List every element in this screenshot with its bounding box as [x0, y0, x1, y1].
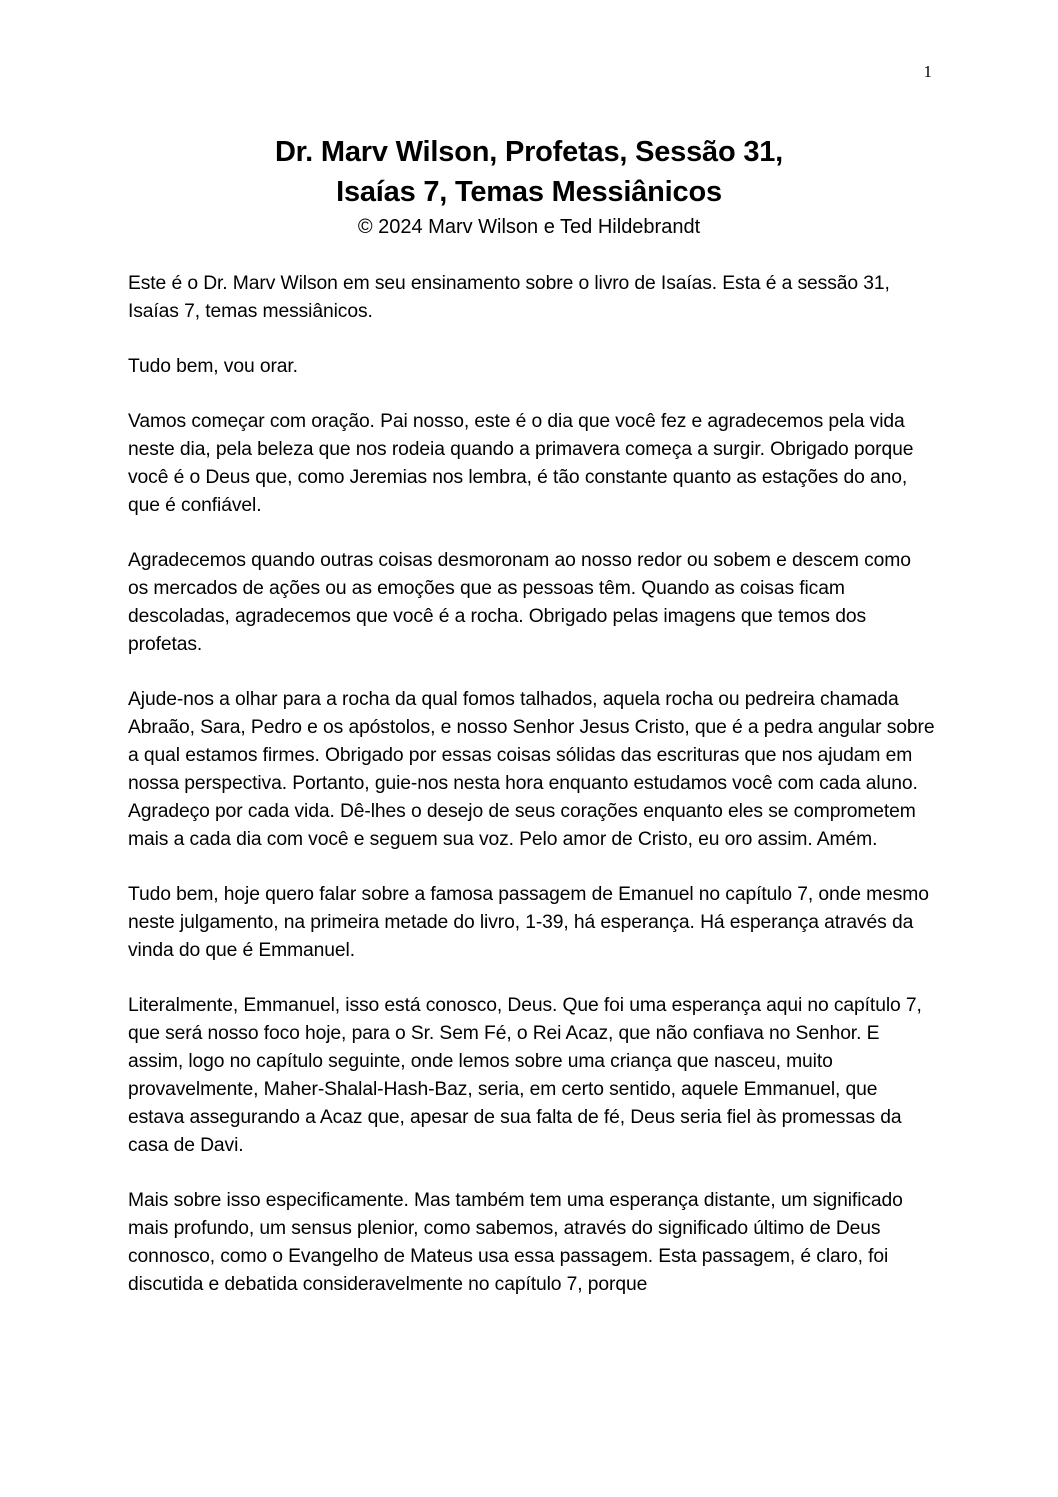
paragraph: Literalmente, Emmanuel, isso está conosco, Deus. Que foi uma esperança aqui no capítulo 7, que será nosso foco hoje, para o Sr. Sem Fé, o Rei Acaz, que não confiava no Senhor. E assim, logo no capítulo seguinte, onde lemos sobre uma criança que nasceu, muito provavelmente, Maher-Shalal-Hash-Baz, seria, em certo sentido, aquele Emmanuel, que estava assegurando a Acaz que, apesar de sua falta de fé, Deus seria fiel às promessas da casa de Davi. — [128, 995, 922, 1156]
copyright-notice: © 2024 Marv Wilson e Ted Hildebrandt — [357, 216, 701, 238]
document-body — [128, 270, 936, 1326]
document-header — [0, 132, 1058, 242]
paragraph: Mais sobre isso especificamente. Mas também tem uma esperança distante, um significado mais profundo, um sensus plenior, como sabemos, através do significado último de Deus connosco, como o Evangelho de Mateus usa essa passagem. Esta passagem, é claro, foi discutida e debatida consideravelmente no capítulo 7, porque — [128, 1190, 903, 1295]
paragraph: Tudo bem, hoje quero falar sobre a famosa passagem de Emanuel no capítulo 7, onde mesmo neste julgamento, na primeira metade do livro, 1-39, há esperança. Há esperança através da vinda do que é Emmanuel. — [128, 884, 929, 961]
title-line-2: Isaías 7, Temas Messiânicos — [336, 176, 722, 208]
paragraph: Este é o Dr. Marv Wilson em seu ensinamento sobre o livro de Isaías. Esta é a sessão 31, Isaías 7, temas messiânicos. — [128, 273, 890, 322]
paragraph: Agradecemos quando outras coisas desmoronam ao nosso redor ou sobem e descem como os mercados de ações ou as emoções que as pessoas têm. Quando as coisas ficam descoladas, agradecemos que você é a rocha. Obrigado pelas imagens que temos dos profetas. — [128, 550, 911, 655]
paragraph: Ajude-nos a olhar para a rocha da qual fomos talhados, aquela rocha ou pedreira chamada Abraão, Sara, Pedro e os apóstolos, e nosso Senhor Jesus Cristo, que é a pedra angular sobre a qual estamos firmes. Obrigado por essas coisas sólidas das escrituras que nos ajudam em nossa perspectiva. Portanto, guie-nos nesta hora enquanto estudamos você com cada aluno. Agradeço por cada vida. Dê-lhes o desejo de seus corações enquanto eles se comprometem mais a cada dia com você e seguem sua voz. Pelo amor de Cristo, eu oro assim. Amém. — [128, 689, 935, 850]
paragraph: Vamos começar com oração. Pai nosso, este é o dia que você fez e agradecemos pela vida neste dia, pela beleza que nos rodeia quando a primavera começa a surgir. Obrigado porque você é o Deus que, como Jeremias nos lembra, é tão constante quanto as estações do ano, que é confiável. — [128, 411, 914, 516]
page-number: 1 — [923, 62, 932, 81]
paragraph: Tudo bem, vou orar. — [128, 356, 298, 377]
title-line-1: Dr. Marv Wilson, Profetas, Sessão 31, — [274, 136, 784, 168]
